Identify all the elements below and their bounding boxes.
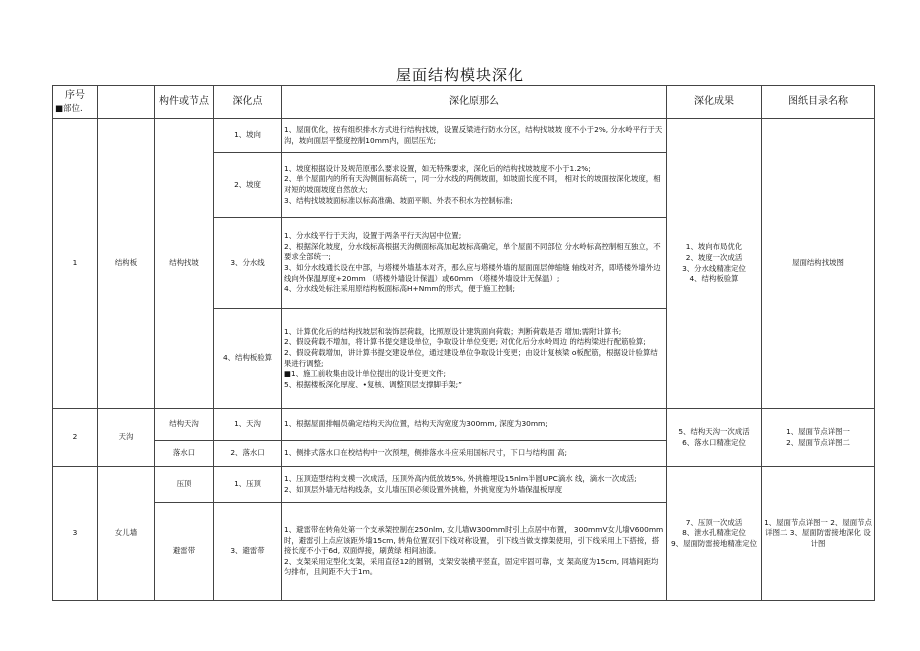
header-point: 深化点: [214, 86, 282, 119]
point-cell: 2、坡度: [214, 153, 282, 218]
principle-cell: 1、分水线平行于天沟，设置于两条平行天沟居中位置; 2、根据深化坡度，分水线标高根据天沟侧面标高加起坡标高确定，单个屋面不同部位 分水岭标高控制相互独立，不要求全部统一; 3、如分水线通长设在中部，与塔楼外墙基本对齐，那么应与塔楼外墙的屋面面层伸缩缝 轴线对齐，即塔楼外墙外边线向外保温厚度+20mm （塔楼外墙设计保温）或60mm （塔楼外墙设计无保温）; 4、分水线处标注采用原结构板面标高H+Nmm的形式，便于施工控制;: [282, 218, 667, 309]
principle-cell: 1、侧排式落水口在校结构中一次预埋，侧排落水斗应采用国标尺寸，下口与结构面 高;: [282, 441, 667, 467]
header-part: ■部位.: [55, 104, 83, 115]
point-cell: 1、天沟: [214, 409, 282, 441]
result-cell: 1、坡向布局优化 2、坡度一次成活 3、分水线精准定位 4、结构板验算: [667, 119, 762, 409]
drawing-cell: 屋面结构找坡图: [762, 119, 875, 409]
drawing-cell: 1、屋面节点详图一 2、屋面节点详图二 3、屋面防雷接地深化 设计图: [762, 467, 875, 601]
component-cell: 压顶: [155, 467, 214, 503]
point-cell: 1、压顶: [214, 467, 282, 503]
principle-cell: 1、计算优化后的结构找坡层和装饰层荷载，比照原设计建筑面向荷载；判断荷载是否 增加;需附计算书; 2、假设荷载不增加，将计算书提交建设单位，争取设计单位变更; 对优化后分水岭周边 的结构梁进行配筋验算; 2、假设荷载增加，讲计算书提交建设单位，通过建设单位争取设计变更；由设计复核梁 o板配筋，根据设计验算结果进行调整; ■1、施工前收集由设计单位提出的设计变更文件; 5、根据楼板深化厚度、•复核、调整顶层支撑脚手架;”: [282, 309, 667, 409]
header-drawing: 图纸目录名称: [762, 86, 875, 119]
header-principle: 深化原那么: [282, 86, 667, 119]
point-cell: 2、落水口: [214, 441, 282, 467]
point-cell: 1、坡向: [214, 119, 282, 153]
header-seq: 序号 ■部位.: [53, 86, 98, 119]
table-row: [53, 467, 875, 503]
principle-cell: 1、根据屋面排幅员确定结构天沟位置，结构天沟宽度为300mm, 深度为30mm;: [282, 409, 667, 441]
component-cell: 避雷带: [155, 503, 214, 601]
part-cell: 结构板: [98, 119, 155, 409]
header-component: 构件或节点: [155, 86, 214, 119]
component-cell: 落水口: [155, 441, 214, 467]
component-cell: 结构找坡: [155, 119, 214, 409]
header-result: 深化成果: [667, 86, 762, 119]
drawing-cell: 1、屋面节点详图一 2、屋面节点详图二: [762, 409, 875, 467]
component-cell: 结构天沟: [155, 409, 214, 441]
page-title: 屋面结构模块深化: [395, 66, 524, 84]
principle-cell: 1、避雷带在转角处第一个支承架控制在250nlm, 女儿墙W300mm时引上点居中布置， 300mmV女儿墙V600mm时，避雷引上点应该距外墙15cm, 转角位置双引下线对称设置， 引下线当做支撑架使用，引下线采用上下搭接，搭接长度不小于6d, 双面焊接，刷黄绿 相间油漆。 2、支架采用定型化支架，采用直径12的圆钢，支架安装横平竖直，固定牢固可靠，支 架高度为15cm, 同墙间距均匀排布，且间距不大于1m。: [282, 503, 667, 601]
header-part-blank: [98, 86, 155, 119]
seq-cell: 2: [53, 409, 98, 467]
point-cell: 3、避雷带: [214, 503, 282, 601]
result-cell: 5、结构天沟一次成活 6、落水口精准定位: [667, 409, 762, 467]
principle-cell: 1、压顶造型结构支模一次成活，压顶外高内低放坡5%, 外挑檐埋设15nlm半圆UPC滴水 线，滴水一次成活; 2、如顶层外墙无结构线条，女儿墙压顶必须设置外挑檐，外挑宽度为外墙保温板厚度: [282, 467, 667, 503]
table-row: [53, 119, 875, 153]
part-cell: 天沟: [98, 409, 155, 467]
point-cell: 4、结构板验算: [214, 309, 282, 409]
principle-cell: 1、坡度根据设计及规范原那么要求设置，如无特殊要求，深化后的结构找坡坡度不小于1.2%; 2、单个屋面内的所有天沟侧面标高统一，同一分水线的两侧坡面，如坡面长度不同， 相对长的坡面按深化坡度，相对短的坡面坡度自然放大; 3、结构找坡坡面标准以标高准确、坡面平顺、外表不积水为控制标准;: [282, 153, 667, 218]
table-header-row: [53, 86, 875, 119]
seq-cell: 1: [53, 119, 98, 409]
point-cell: 3、分水线: [214, 218, 282, 309]
result-cell: 7、压顶一次成活 8、泄水孔精准定位 9、屋面防雷接地精准定位: [667, 467, 762, 601]
table-row: [53, 409, 875, 441]
part-cell: 女儿墙: [98, 467, 155, 601]
deepening-table: [52, 85, 875, 601]
seq-cell: 3: [53, 467, 98, 601]
principle-cell: 1、屋面优化，按有组织排水方式进行结构找坡，设置反梁进行防水分区，结构找坡坡 度不小于2%, 分水岭平行于天沟，坡向面层平整度控制10mm内，面层压光;: [282, 119, 667, 153]
